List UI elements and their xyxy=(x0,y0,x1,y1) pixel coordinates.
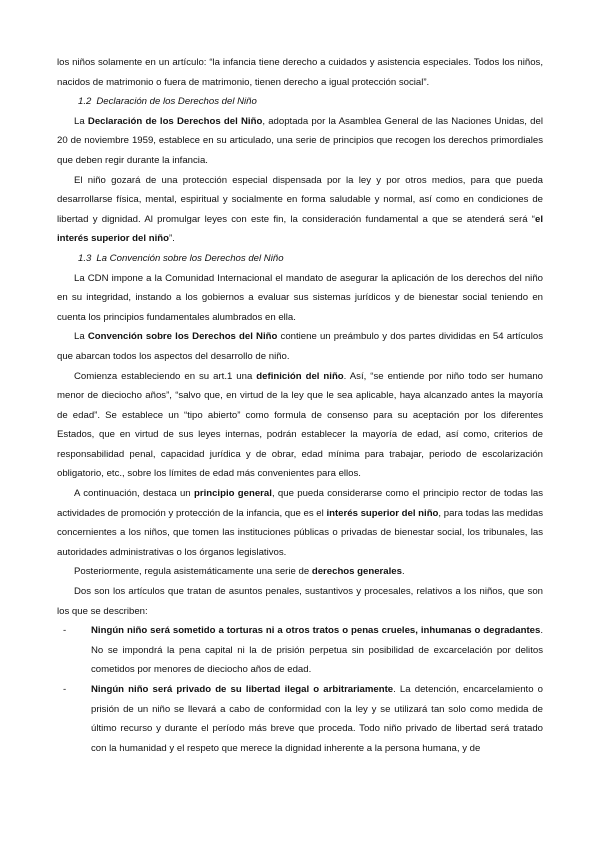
paragraph-cdn-mandato: La CDN impone a la Comunidad Internacional el mandato de asegurar la aplicación de los derechos del niño en su integridad, instando a los gobiernos a evaluar sus sistemas jurídicos y de bienestar social teniendo en cuenta los principios fundamentales alumbrados en ella. xyxy=(57,272,543,323)
bold-term: interés superior del niño xyxy=(326,507,439,519)
paragraph-continuation: los niños solamente en un artículo: “la infancia tiene derecho a cuidados y asistencia especiales. Todos los niños, nacidos de matrimonio o fuera de matrimonio, tienen derecho a igual protección social”. xyxy=(57,57,543,88)
bold-term: Ningún niño será privado de su libertad ilegal o arbitrariamente xyxy=(91,684,394,695)
list-bullet: - xyxy=(63,684,67,695)
rights-list xyxy=(57,621,543,758)
section-number: 1.2 xyxy=(78,96,92,108)
bold-term: principio general xyxy=(193,488,272,500)
bold-term: Convención sobre los Derechos del Niño xyxy=(87,331,278,343)
list-item: - Ningún niño será privado de su libertad ilegal o arbitrariamente. La detención, encarcelamiento o prisión de un niño se llevará a cabo de conformidad con la ley y se utilizará tan solo como medida de último recurso y durante el período más breve que proceda. Todo niño privado de libertad será tratado con la humanidad y el respeto que merece la dignidad inherente a la persona humana, y de xyxy=(57,680,543,758)
list-item: - Ningún niño será sometido a torturas ni a otros tratos o penas crueles, inhumanas o degradantes. No se impondrá la pena capital ni la de prisión perpetua sin posibilidad de excarcelación por delitos cometidos por menores de dieciocho años de edad. xyxy=(57,621,543,680)
section-heading-1-2 xyxy=(57,92,543,112)
paragraph-proteccion-especial: El niño gozará de una protección especial dispensada por la ley y por otros medios, para que pueda desarrollarse física, mental, espiritual y socialmente en forma saludable y normal, así como en condiciones de libertad y dignidad. Al promulgar leyes con este fin, la consideración fundamental a que se atenderá será “el interés superior del niño”. xyxy=(57,174,543,245)
paragraph-principio-general: A continuación, destaca un principio general, que pueda considerarse como el principio rector de todas las actividades de promoción y protección de la infancia, que es el interés superior del niño, para todas las medidas concernientes a los niños, que tomen las instituciones públicas o privadas de bienestar social, los tribunales, las autoridades administrativas o los órganos legislativos. xyxy=(57,488,544,558)
paragraph-articulos-penales: Dos son los artículos que tratan de asuntos penales, sustantivos y procesales, relativos a los niños, que son los que se describen: xyxy=(57,586,543,617)
paragraph-convencion: La Convención sobre los Derechos del Niño contiene un preámbulo y dos partes divididas en 54 artículos que abarcan todos los aspectos del desarrollo de niño. xyxy=(57,331,543,362)
bold-term: Declaración de los Derechos del Niño xyxy=(87,115,263,127)
section-title: Declaración de los Derechos del Niño xyxy=(96,96,257,108)
section-heading-1-3 xyxy=(57,249,543,269)
section-number: 1.3 xyxy=(78,252,92,264)
bold-term: Ningún niño será sometido a torturas ni a otros tratos o penas crueles, inhumanas o degradantes xyxy=(91,625,541,637)
bold-term: definición del niño xyxy=(256,370,344,382)
bold-term: el interés superior del niño xyxy=(57,213,543,245)
list-bullet: - xyxy=(63,625,67,637)
bold-term: derechos generales xyxy=(311,566,402,578)
paragraph-derechos-generales: Posteriormente, regula asistemáticamente una serie de derechos generales. xyxy=(74,566,405,578)
paragraph-declaracion: La Declaración de los Derechos del Niño, adoptada por la Asamblea General de las Naciones Unidas, del 20 de noviembre 1959, establece en su articulado, una serie de principios que recogen los derechos primordiales que deben regir durante la infancia. xyxy=(57,115,543,166)
section-title: La Convención sobre los Derechos del Niño xyxy=(96,252,284,264)
paragraph-definicion-nino: Comienza estableciendo en su art.1 una definición del niño. Así, “se entiende por niño todo ser humano menor de dieciocho años”, “salvo que, en virtud de la ley que le sea aplicable, haya alcanzado antes la mayoría de edad”. Se establece un “tipo abierto” como formula de consenso para su aceptación por los diferentes Estados, que en virtud de sus leyes internas, podrán establecer la mayoría de edad, así como, criterios de responsabilidad penal, capacidad jurídica y de obrar, edad mínima para trabajar, periodo de escolarización obligatorio, etc., sobre los límites de edad más convenientes para ellos. xyxy=(57,370,543,480)
